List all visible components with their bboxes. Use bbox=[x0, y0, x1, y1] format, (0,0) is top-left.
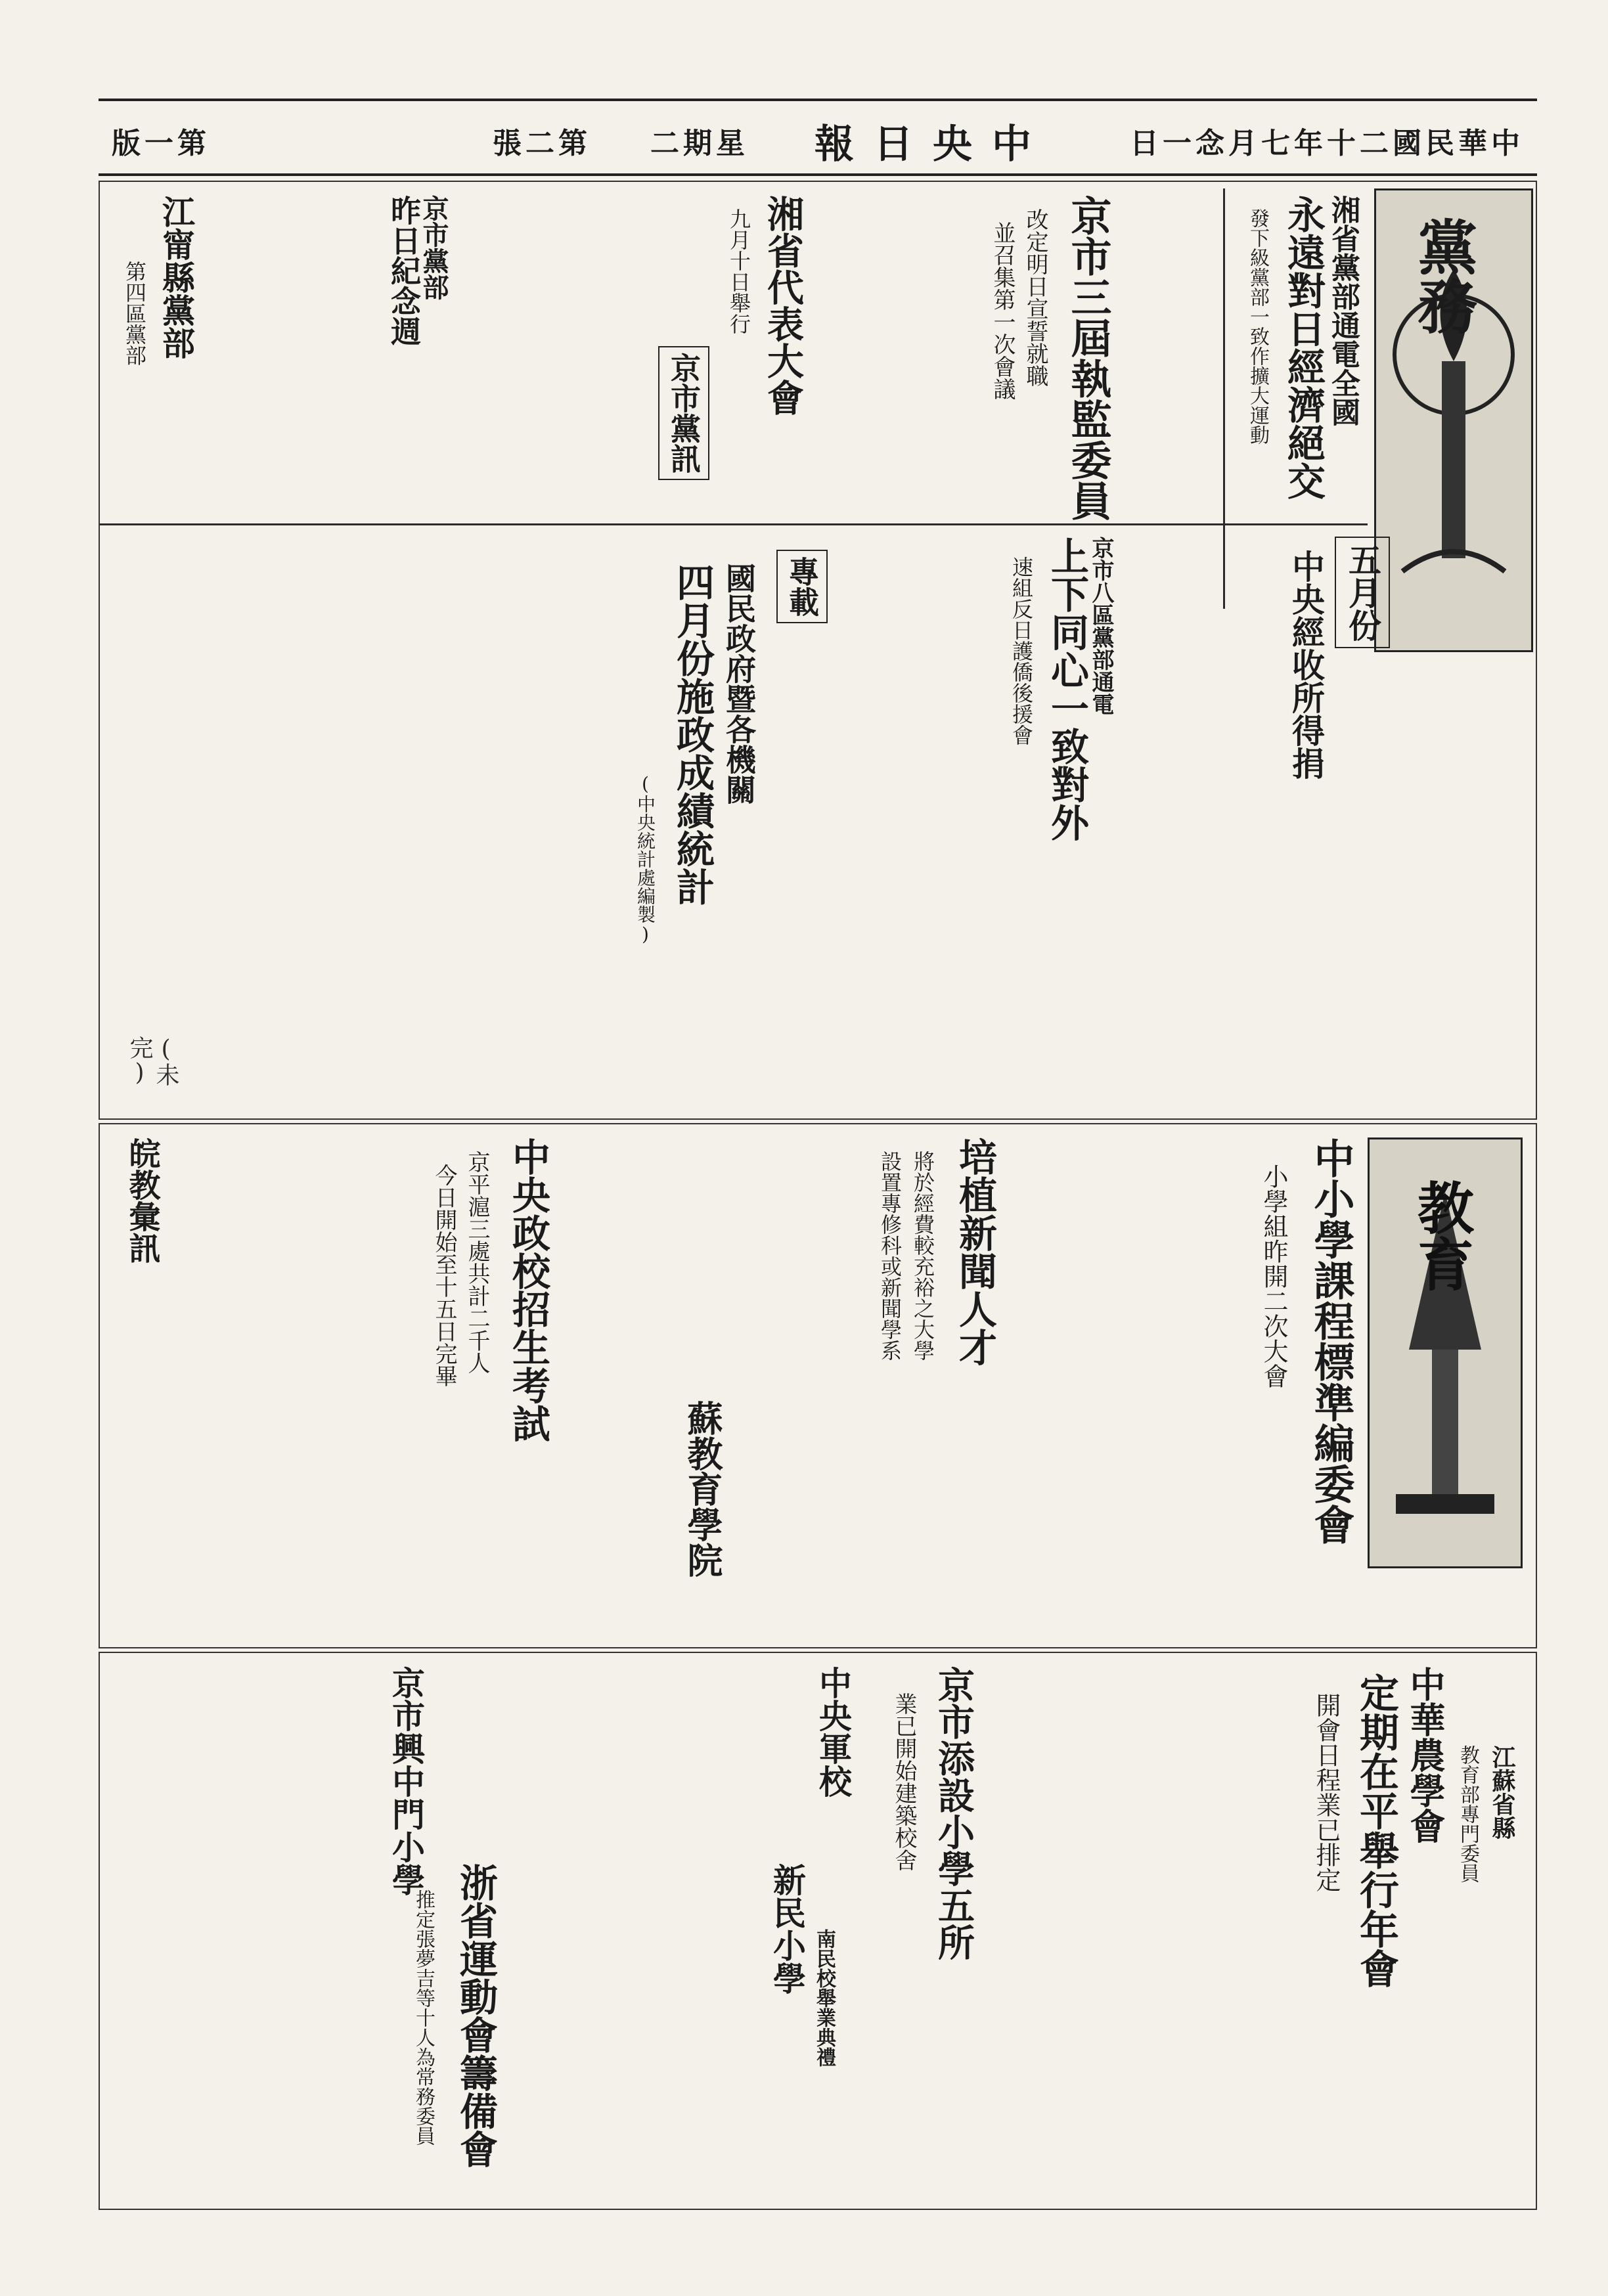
a12-title: 中央政校招生考試 bbox=[506, 1137, 550, 1442]
a14-title: 蘇教育學院 bbox=[682, 1400, 724, 1578]
issue-label: 張二第 bbox=[493, 127, 591, 160]
a16-title: 京市添設小學五所 bbox=[932, 1666, 975, 1960]
a15-headline: 定期在平舉行年會 bbox=[1353, 1673, 1399, 1988]
a23-title: 南民校舉業典禮 bbox=[813, 1929, 836, 2067]
a7-title: 京市八區黨部通電 bbox=[1088, 537, 1114, 715]
a15-sub: 開會日程業已排定 bbox=[1312, 1692, 1341, 1892]
column-rule bbox=[1223, 188, 1225, 609]
a4-title: 京市黨訊 bbox=[658, 346, 709, 480]
a9-title: 中央經收所得捐 bbox=[1287, 550, 1326, 780]
a2-sub: 改定明日宣誓就職 bbox=[1022, 208, 1048, 387]
a8-note: (中央統計處編製) bbox=[635, 773, 656, 945]
weekday-label: 二期星 bbox=[650, 127, 749, 160]
a1-sub: 發下級黨部一致作擴大運動 bbox=[1246, 208, 1269, 445]
a5-sub: 京市黨部 bbox=[418, 195, 449, 300]
a12-sub: 京平滬三處共計二千人 bbox=[464, 1151, 490, 1374]
party-affairs-title: 黨務 bbox=[1408, 217, 1477, 335]
issue-date: 日一念月七年十二國民華中 bbox=[1130, 127, 1524, 160]
a15-title: 中華農學會 bbox=[1404, 1666, 1446, 1843]
a7-sub: 速組反日護僑後援會 bbox=[1009, 556, 1034, 745]
a16-sub: 業已開始建築校舍 bbox=[891, 1692, 917, 1871]
a2-title: 京市三屆執監委員 bbox=[1064, 195, 1112, 521]
a20-sub: 推定張夢吉等十人為常務委員 bbox=[412, 1889, 435, 2146]
edition-label: 版一第 bbox=[112, 127, 210, 160]
a22-title: 教育部專門委員 bbox=[1456, 1745, 1479, 1883]
education-banner bbox=[1368, 1137, 1523, 1568]
a8-headline: 四月份施政成績統計 bbox=[670, 563, 715, 906]
a3-sub: 九月十日舉行 bbox=[726, 208, 751, 334]
a13-title: 皖教彙訊 bbox=[123, 1137, 160, 1264]
a8-tag: 專載 bbox=[776, 550, 828, 623]
a9-tag: 五月份 bbox=[1335, 537, 1390, 648]
a6-sub: 第四區黨部 bbox=[122, 261, 147, 366]
a10-title: 中小學課程標準編委會 bbox=[1307, 1137, 1355, 1545]
paper-name: 報日央中 bbox=[815, 121, 1051, 167]
a11-sub: 將於經費較充裕之大學 bbox=[910, 1151, 935, 1361]
a21-title: 江蘇省縣 bbox=[1488, 1745, 1516, 1840]
a1-title: 湘省黨部通電全國 bbox=[1326, 195, 1360, 426]
a11-sub2: 設置專修科或新聞學系 bbox=[878, 1151, 903, 1361]
a8-title: 國民政府暨各機關 bbox=[721, 563, 757, 805]
a12-sub2: 今日開始至十五日完畢 bbox=[431, 1164, 457, 1387]
a20-title: 浙省運動會籌備會 bbox=[453, 1863, 498, 2168]
a1-headline: 永遠對日經濟絕交 bbox=[1281, 195, 1326, 500]
section-rule bbox=[100, 523, 1368, 525]
education-title: 教育 bbox=[1408, 1179, 1474, 1292]
finale-note: (未完) bbox=[126, 1036, 179, 1086]
middle-section bbox=[99, 1123, 1537, 1648]
a10-sub: 小學組昨開二次大會 bbox=[1259, 1164, 1288, 1388]
masthead bbox=[99, 99, 1537, 176]
top-section bbox=[99, 181, 1537, 1120]
a2-sub2: 並召集第一次會議 bbox=[989, 221, 1016, 400]
a11-title: 培植新聞人才 bbox=[952, 1137, 997, 1366]
a7-headline: 上下同心一致對外 bbox=[1044, 537, 1089, 841]
a3-title: 湘省代表大會 bbox=[761, 195, 805, 416]
a18-title: 新民小學 bbox=[768, 1863, 807, 1995]
party-affairs-banner bbox=[1374, 188, 1533, 652]
a17-title: 中央軍校 bbox=[814, 1666, 853, 1798]
a19-title: 京市興中門小學 bbox=[387, 1666, 426, 1896]
bottom-section bbox=[99, 1652, 1537, 2210]
a5-title: 昨日紀念週 bbox=[386, 195, 422, 346]
a6-title: 江甯縣黨部 bbox=[157, 195, 196, 359]
